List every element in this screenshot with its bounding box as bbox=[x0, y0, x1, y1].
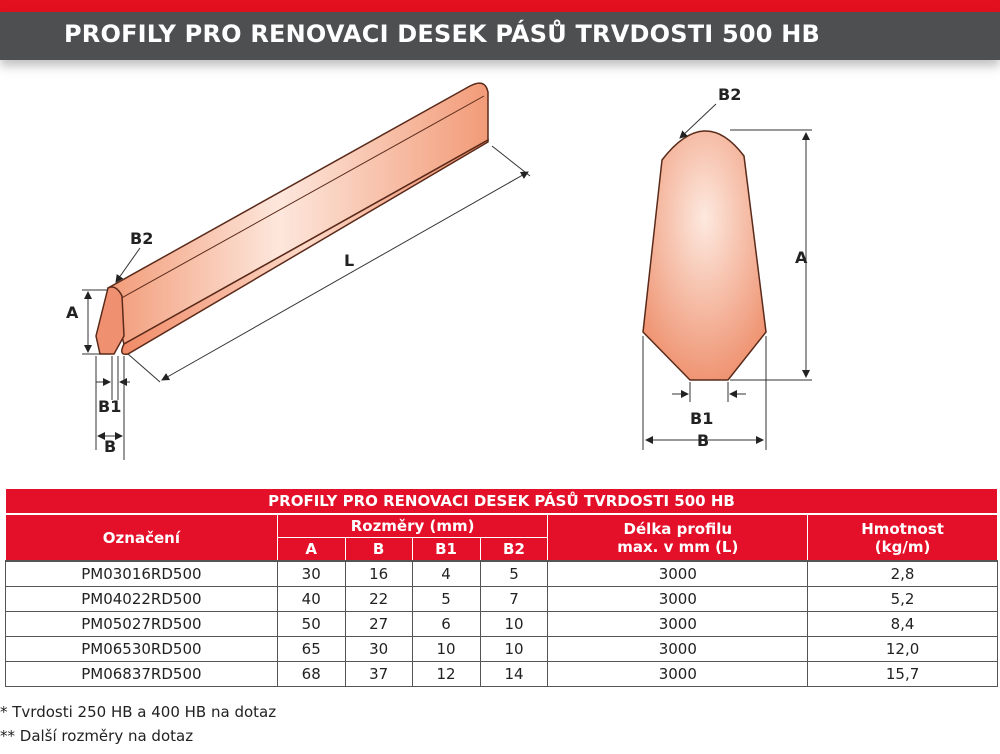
header-b: B bbox=[345, 538, 412, 562]
header-weight-line2: (kg/m) bbox=[874, 537, 931, 556]
cell-b1: 4 bbox=[412, 561, 480, 587]
cell-weight: 5,2 bbox=[808, 587, 998, 612]
bar-label-a: A bbox=[66, 303, 79, 322]
cell-b: 16 bbox=[345, 561, 412, 587]
bar-label-b2: B2 bbox=[130, 229, 154, 248]
cell-b1: 6 bbox=[412, 612, 480, 637]
header-length-line2: max. v mm (L) bbox=[617, 537, 739, 556]
cell-b: 37 bbox=[345, 662, 412, 687]
cell-weight: 2,8 bbox=[808, 561, 998, 587]
cell-a: 65 bbox=[277, 637, 345, 662]
cell-b1: 12 bbox=[412, 662, 480, 687]
bar-3d-illustration bbox=[96, 83, 488, 354]
table-row bbox=[6, 612, 998, 637]
header-weight bbox=[808, 514, 998, 561]
section-label-a: A bbox=[795, 248, 808, 267]
table-caption: PROFILY PRO RENOVACI DESEK PÁSŮ TVRDOSTI 500 HB bbox=[6, 489, 998, 515]
cell-code: PM05027RD500 bbox=[6, 612, 278, 637]
section-label-b: B bbox=[697, 431, 710, 450]
header-b1: B1 bbox=[412, 538, 480, 562]
cell-length: 3000 bbox=[548, 612, 808, 637]
cross-section-illustration bbox=[643, 131, 766, 380]
page-title: PROFILY PRO RENOVACI DESEK PÁSŮ TRVDOSTI 500 HB bbox=[64, 20, 821, 48]
cell-length: 3000 bbox=[548, 662, 808, 687]
title-bar bbox=[0, 12, 1000, 60]
cell-length: 3000 bbox=[548, 561, 808, 587]
cell-code: PM06837RD500 bbox=[6, 662, 278, 687]
header-length bbox=[548, 514, 808, 561]
table-row bbox=[6, 561, 998, 587]
table-row bbox=[6, 587, 998, 612]
cell-b1: 10 bbox=[412, 637, 480, 662]
section-label-b1: B1 bbox=[690, 409, 714, 428]
cell-b2: 14 bbox=[480, 662, 548, 687]
bar-label-l: L bbox=[344, 251, 355, 270]
footnote-hardness: * Tvrdosti 250 HB a 400 HB na dotaz bbox=[0, 703, 277, 721]
cell-b2: 5 bbox=[480, 561, 548, 587]
bar-label-b: B bbox=[104, 437, 117, 456]
cell-b: 27 bbox=[345, 612, 412, 637]
header-weight-line1: Hmotnost bbox=[861, 519, 944, 538]
header-length-line1: Délka profilu bbox=[623, 519, 733, 538]
footnote-dimensions: ** Další rozměry na dotaz bbox=[0, 727, 194, 745]
cell-length: 3000 bbox=[548, 637, 808, 662]
header-a: A bbox=[277, 538, 345, 562]
cell-b2: 10 bbox=[480, 637, 548, 662]
table-row bbox=[6, 662, 998, 687]
cell-b2: 10 bbox=[480, 612, 548, 637]
cell-code: PM06530RD500 bbox=[6, 637, 278, 662]
profiles-table bbox=[5, 488, 998, 687]
bar-label-b1: B1 bbox=[98, 397, 122, 416]
footnotes bbox=[0, 700, 276, 748]
top-accent-bar bbox=[0, 0, 1000, 12]
cell-a: 68 bbox=[277, 662, 345, 687]
header-designation: Označení bbox=[6, 514, 278, 561]
cell-b: 30 bbox=[345, 637, 412, 662]
header-dimensions: Rozměry (mm) bbox=[277, 514, 548, 538]
cell-a: 40 bbox=[277, 587, 345, 612]
cell-code: PM03016RD500 bbox=[6, 561, 278, 587]
header-b2: B2 bbox=[480, 538, 548, 562]
profile-drawing bbox=[0, 60, 1000, 470]
cell-b2: 7 bbox=[480, 587, 548, 612]
table-row bbox=[6, 637, 998, 662]
section-label-b2: B2 bbox=[718, 85, 742, 104]
cell-a: 50 bbox=[277, 612, 345, 637]
cell-code: PM04022RD500 bbox=[6, 587, 278, 612]
cell-length: 3000 bbox=[548, 587, 808, 612]
cell-b1: 5 bbox=[412, 587, 480, 612]
cell-a: 30 bbox=[277, 561, 345, 587]
cell-weight: 8,4 bbox=[808, 612, 998, 637]
cell-weight: 12,0 bbox=[808, 637, 998, 662]
cell-weight: 15,7 bbox=[808, 662, 998, 687]
cell-b: 22 bbox=[345, 587, 412, 612]
